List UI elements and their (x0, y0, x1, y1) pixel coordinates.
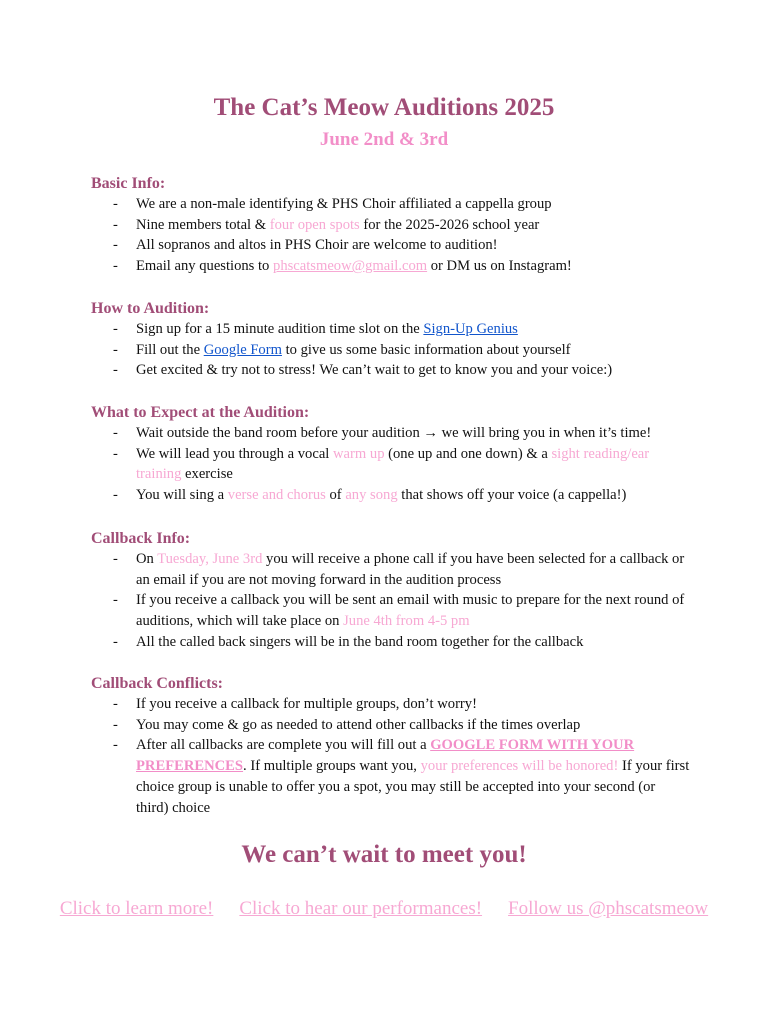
highlight-text: sight reading/ear training (136, 445, 650, 483)
section-how-to-audition (91, 298, 691, 381)
list-item-text: that shows off your voice (a cappella!) (397, 487, 627, 504)
page-subtitle: June 2nd & 3rd (319, 129, 449, 150)
list-item (91, 715, 691, 736)
section-heading: What to Expect at the Audition: (91, 404, 310, 421)
bullet-dash: - (113, 196, 118, 212)
list-item-text: Nine members total & (136, 216, 270, 233)
email-link[interactable]: phscatsmeow@gmail.com (273, 258, 428, 275)
list-item (91, 632, 691, 653)
bullet-dash: - (113, 696, 118, 712)
preferences-form-link[interactable]: GOOGLE FORM WITH YOUR PREFERENCES (136, 737, 635, 775)
list-item-text: If you receive a callback you will be sent an email with music to prepare for the next round of auditions, which will take place on (136, 592, 685, 630)
section-heading: Callback Conflicts: (91, 675, 223, 692)
highlight-text: your preferences will be honored! (420, 758, 619, 775)
list-item-text: After all callbacks are complete you will fill out a (136, 737, 431, 754)
highlight-text: warm up (333, 445, 385, 462)
list-item-text: Wait outside the band room before your audition → we will bring you in when it’s time! (136, 425, 652, 441)
page-title: The Cat’s Meow Auditions 2025 (213, 94, 555, 121)
list-item-text: Sign up for a 15 minute audition time slot on the (136, 321, 424, 337)
section-heading: Callback Info: (91, 530, 191, 547)
closing-message: We can’t wait to meet you! (241, 841, 527, 868)
learn-more-link[interactable]: Click to learn more! (59, 898, 214, 919)
list-item (91, 735, 691, 818)
list-item-text: or DM us on Instagram! (427, 258, 572, 275)
list-item (91, 256, 691, 277)
list-item-text: All the called back singers will be in the band room together for the callback (136, 633, 584, 650)
section-heading: How to Audition: (91, 300, 210, 317)
bullet-list (91, 694, 691, 818)
list-item-text: to give us some basic information about yourself (281, 341, 571, 358)
section-heading: Basic Info: (91, 175, 166, 192)
highlight-text: any song (345, 487, 398, 504)
performances-link[interactable]: Click to hear our performances! (239, 898, 483, 919)
bullet-dash: - (113, 737, 118, 754)
bullet-dash: - (113, 445, 118, 462)
list-item-text: You may come & go as needed to attend other callbacks if the times overlap (136, 716, 581, 733)
list-item (91, 360, 691, 381)
list-item (91, 423, 691, 444)
bullet-dash: - (113, 592, 118, 609)
section-callback-conflicts (91, 673, 691, 818)
bullet-dash: - (113, 633, 118, 650)
signup-genius-link[interactable]: Sign-Up Genius (423, 321, 518, 337)
google-form-link[interactable]: Google Form (203, 341, 282, 358)
bullet-dash: - (113, 362, 118, 379)
instagram-follow-link[interactable]: Follow us @phscatsmeow (508, 898, 709, 919)
list-item (91, 215, 691, 236)
highlight-text: June 4th from 4-5 pm (343, 613, 470, 630)
bullet-dash: - (113, 341, 118, 358)
list-item-text: We are a non-male identifying & PHS Choir affiliated a cappella group (136, 196, 552, 212)
highlight-text: Tuesday, June 3rd (157, 551, 263, 567)
bullet-list (91, 194, 691, 277)
list-item-text: Email any questions to (136, 258, 274, 275)
bullet-dash: - (113, 237, 118, 254)
list-item-text: . If multiple groups want you, (243, 758, 421, 775)
list-item-text: exercise (181, 466, 233, 483)
list-item-text: All sopranos and altos in PHS Choir are welcome to audition! (136, 237, 498, 254)
footer-links (0, 896, 768, 922)
list-item-text: (one up and one down) & a (384, 445, 552, 462)
list-item (91, 235, 691, 256)
list-item-text: You will sing a (136, 487, 228, 504)
bullet-list (91, 549, 691, 653)
bullet-dash: - (113, 258, 118, 275)
bullet-dash: - (113, 487, 118, 504)
section-callback-info (91, 528, 691, 653)
bullet-list (91, 319, 691, 381)
list-item-text: If you receive a callback for multiple groups, don’t worry! (136, 696, 477, 712)
list-item-text: Fill out the (136, 341, 204, 358)
list-item (91, 340, 691, 361)
highlight-text: verse and chorus (227, 487, 326, 504)
bullet-dash: - (113, 551, 118, 567)
list-item-text: We will lead you through a vocal (136, 445, 334, 462)
bullet-dash: - (113, 321, 118, 337)
list-item-text: of (325, 487, 346, 504)
list-item (91, 194, 691, 215)
list-item-text: If your first choice group is unable to offer you a spot, you may still be accepted into your second (or third) choice (136, 758, 690, 816)
highlight-text: four open spots (269, 216, 360, 233)
list-item (91, 549, 691, 590)
bullet-dash: - (113, 716, 118, 733)
section-what-to-expect (91, 402, 691, 506)
list-item (91, 694, 691, 715)
bullet-dash: - (113, 216, 118, 233)
list-item (91, 444, 691, 485)
bullet-dash: - (113, 425, 118, 441)
list-item-text: On (136, 551, 158, 567)
bullet-list (91, 423, 691, 506)
list-item (91, 590, 691, 631)
list-item-text: you will receive a phone call if you have been selected for a callback or an email if you are not moving forward in the audition process (136, 551, 685, 588)
list-item-text: Get excited & try not to stress! We can’t wait to get to know you and your voice:) (136, 362, 613, 379)
section-basic-info (91, 173, 691, 277)
list-item (91, 319, 691, 340)
list-item-text: for the 2025-2026 school year (359, 216, 540, 233)
list-item (91, 485, 691, 506)
